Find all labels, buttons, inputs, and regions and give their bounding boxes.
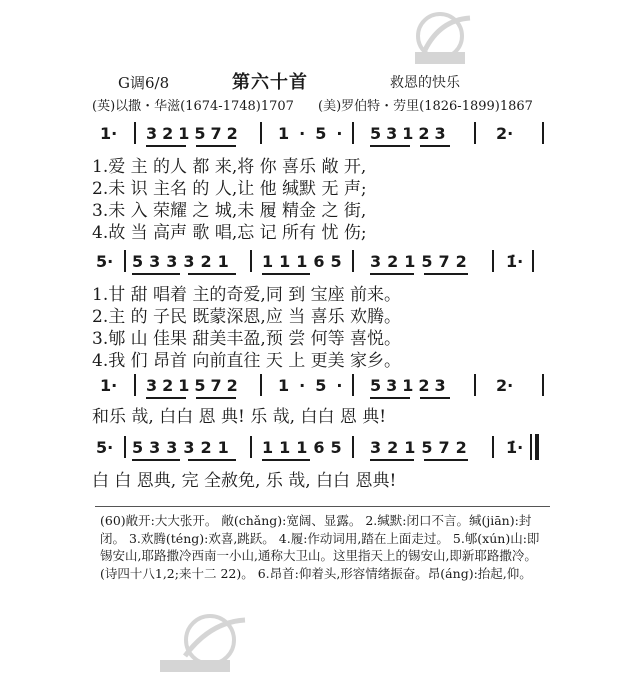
barline: [250, 250, 252, 272]
beam: [424, 459, 468, 461]
beam: [188, 273, 236, 275]
beam: [132, 459, 180, 461]
lyric-verse-2: 2.主 的 子民 既蒙深恩,应 当 喜乐 欢腾。: [92, 307, 402, 327]
barline: [352, 250, 354, 272]
barline: [352, 436, 354, 458]
notation-measure: 321572: [370, 252, 473, 271]
beam: [146, 397, 186, 399]
lyric-verse-1: 1.甘 甜 唱着 主的奇爱,同 到 宝座 前来。: [92, 285, 402, 305]
notation-measure: 533321: [132, 252, 235, 271]
notation-measure: 53123: [370, 376, 451, 395]
beam: [370, 459, 414, 461]
beam: [146, 145, 186, 147]
lyric-verse-3: 3.郇 山 佳果 甜美丰盈,预 尝 何等 喜悦。: [92, 329, 402, 349]
barline: [542, 374, 544, 396]
barline: [124, 250, 126, 272]
lyric-verse-3: 3.未 入 荣耀 之 城,未 履 精金 之 街,: [92, 201, 367, 221]
beam: [370, 273, 414, 275]
barline: [532, 250, 534, 272]
barline: [352, 374, 354, 396]
hymn-title: 第六十首: [232, 72, 308, 93]
footnote-divider: [95, 506, 550, 507]
lyricist-credit: (英)以撒・华滋(1674-1748)1707: [92, 99, 294, 114]
barline: [124, 436, 126, 458]
notation-measure: 2·: [496, 124, 514, 143]
final-barline-thin: [530, 434, 532, 460]
final-barline-thick: [535, 434, 539, 460]
notation-measure: 1·: [100, 124, 118, 143]
notation-measure: 1·5·: [278, 376, 353, 395]
barline: [260, 374, 262, 396]
notation-measure: 321572: [370, 438, 473, 457]
beam: [196, 145, 236, 147]
barline: [250, 436, 252, 458]
notation-measure: 1·: [100, 376, 118, 395]
lyric-refrain: 白 白 恩典, 完 全赦免, 乐 哉, 白白 恩典!: [92, 471, 397, 491]
notation-measure: 1·5·: [278, 124, 353, 143]
hymn-subtitle: 救恩的快乐: [390, 75, 460, 91]
notation-measure: 321572: [146, 376, 243, 395]
beam: [370, 397, 410, 399]
notation-measure: 321572: [146, 124, 243, 143]
beam: [132, 273, 180, 275]
barline: [352, 122, 354, 144]
notation-measure: 5·: [96, 438, 114, 457]
beam: [196, 397, 236, 399]
notation-measure: 11165: [262, 252, 348, 271]
barline: [542, 122, 544, 144]
composer-credit: (美)罗伯特・劳里(1826-1899)1867: [318, 99, 533, 114]
footnote-text: (60)敞开:大大张开。 敞(chǎng):宽阔、显露。 2.缄默:闭口不言。缄(jiān):封闭。 3.欢腾(téng):欢喜,跳跃。 4.履:作动词用,踏在上面走过。 5.郇(xún)山:即锡安山,耶路撒冷西南一小山,通称大卫山。这里指天上的锡安山,即新耶路撒冷。(诗四十八1,2;来十二 22)。 6.昂首:仰着头,形容情绪振奋。昂(áng):抬起,仰。: [100, 513, 540, 581]
beam: [188, 459, 236, 461]
notation-measure: 1̇·: [506, 438, 524, 457]
key-signature: G调6/8: [118, 74, 170, 92]
barline: [474, 122, 476, 144]
notation-measure: 1̇·: [506, 252, 524, 271]
barline: [134, 122, 136, 144]
beam: [420, 145, 450, 147]
notation-measure: 533321: [132, 438, 235, 457]
watermark-logo-top: [395, 10, 485, 70]
lyric-verse-4: 4.故 当 高声 歌 唱,忘 记 所有 忧 伤;: [92, 223, 367, 243]
lyric-verse-4: 4.我 们 昂首 向前直往 天 上 更美 家乡。: [92, 351, 402, 371]
beam: [424, 273, 468, 275]
lyric-refrain: 和乐 哉, 白白 恩 典! 乐 哉, 白白 恩 典!: [92, 407, 387, 427]
barline: [474, 374, 476, 396]
watermark-logo-bottom: [150, 610, 260, 680]
barline: [134, 374, 136, 396]
notation-measure: 11165: [262, 438, 348, 457]
barline: [492, 250, 494, 272]
lyric-verse-1: 1.爱 主 的人 都 来,将 你 喜乐 敞 开,: [92, 157, 367, 177]
barline: [492, 436, 494, 458]
notation-measure: 53123: [370, 124, 451, 143]
lyric-verse-2: 2.未 识 主名 的 人,让 他 缄默 无 声;: [92, 179, 367, 199]
barline: [260, 122, 262, 144]
notation-measure: 5·: [96, 252, 114, 271]
beam: [262, 459, 310, 461]
beam: [370, 145, 410, 147]
beam: [262, 273, 310, 275]
beam: [420, 397, 450, 399]
notation-measure: 2·: [496, 376, 514, 395]
